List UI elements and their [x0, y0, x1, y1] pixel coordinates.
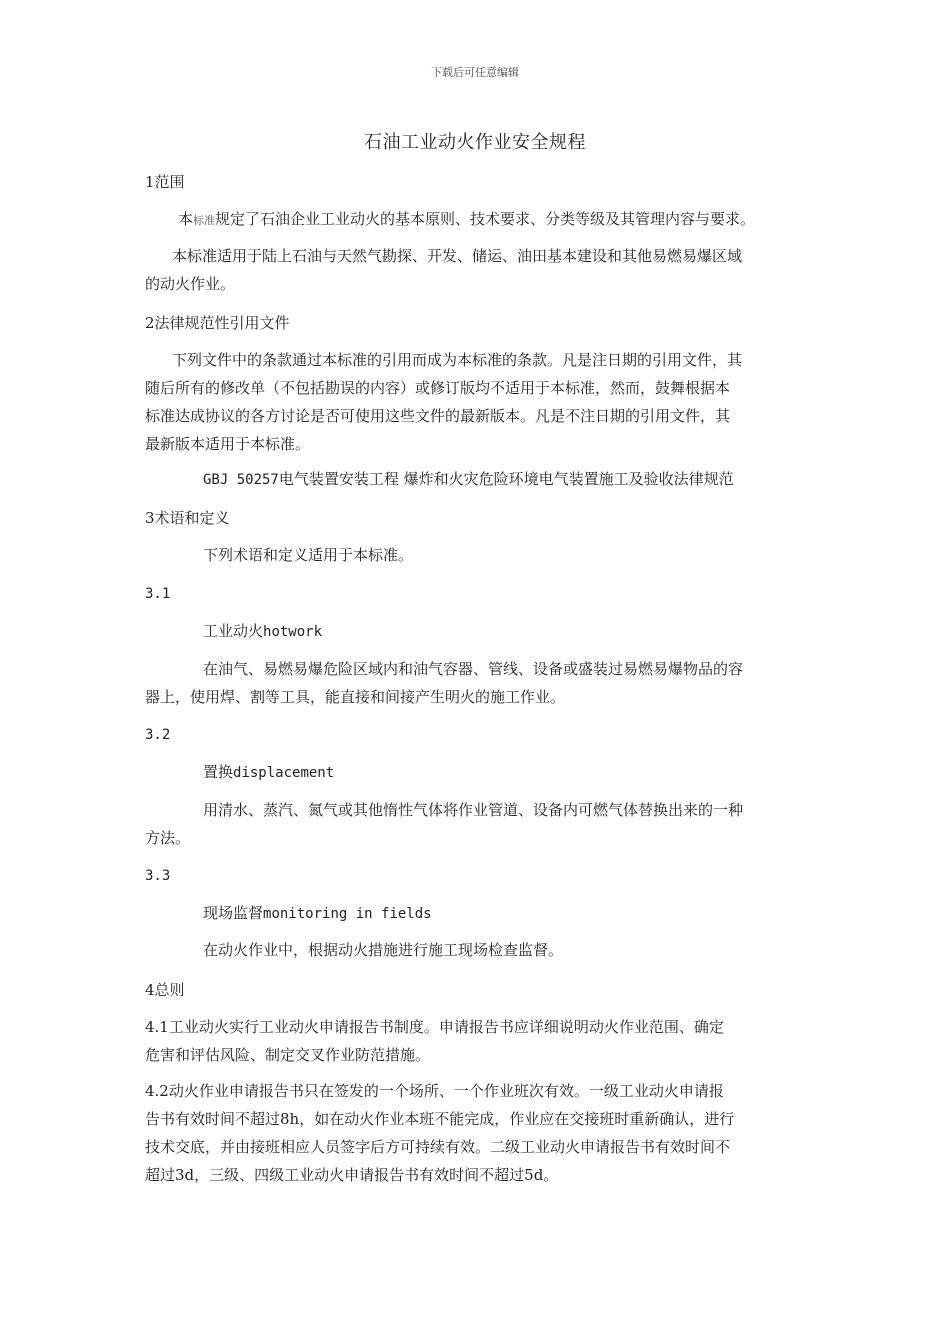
p1-post: 规定了石油企业工业动火的基本原则、技术要求、分类等级及其管理内容与要求。	[215, 210, 756, 228]
section-4-heading: 4总则	[145, 981, 185, 999]
paragraph-line: 最新版本适用于本标准。	[145, 435, 311, 453]
paragraph-line: 4.1工业动火实行工业动火申请报告书制度。申请报告书应详细说明动火作业范围、确定	[145, 1018, 724, 1036]
term-3-3-name	[203, 903, 432, 924]
reference-title: 电气装置安装工程 爆炸和火灾危险环境电气装置施工及验收法律规范	[278, 470, 734, 488]
paragraph-line: 危害和评估风险、制定交叉作业防范措施。	[145, 1046, 431, 1064]
term-en: monitoring in fields	[263, 906, 432, 922]
term-cn: 现场监督	[203, 904, 264, 922]
term-3-1-definition	[145, 655, 743, 711]
paragraph-line: 本标准适用于陆上石油与天然气勘探、开发、储运、油田基本建设和其他易燃易爆区域	[172, 247, 743, 265]
section-1-heading: 1范围	[145, 173, 185, 191]
page-header: 下载后可任意编辑	[431, 66, 519, 79]
paragraph-line: 器上，使用焊、割等工具，能直接和间接产生明火的施工作业。	[145, 688, 566, 706]
section-1-paragraph-1	[178, 209, 755, 231]
section-3-heading: 3术语和定义	[145, 509, 230, 527]
term-cn: 置换	[203, 763, 234, 781]
paragraph-line: 方法。	[145, 829, 191, 847]
paragraph-line: 4.2动火作业申请报告书只在签发的一个场所、一个作业班次有效。一级工业动火申请报	[145, 1082, 724, 1100]
clause-4-1	[145, 1013, 724, 1069]
term-3-1-number: 3.1	[145, 586, 171, 602]
paragraph-line: 技术交底，并由接班相应人员签字后方可持续有效。二级工业动火申请报告书有效时间不	[145, 1138, 731, 1156]
reference-code: GBJ 50257	[203, 472, 279, 488]
document-title: 石油工业动火作业安全规程	[364, 132, 586, 153]
paragraph-line: 下列文件中的条款通过本标准的引用而成为本标准的条款。凡是注日期的引用文件，其	[172, 351, 743, 369]
paragraph-line: 用清水、蒸汽、氮气或其他惰性气体将作业管道、设备内可燃气体替换出来的一种	[203, 801, 744, 819]
section-1-paragraph-2	[145, 242, 742, 298]
paragraph-line: 标准达成协议的各方讨论是否可使用这些文件的最新版本。凡是不注日期的引用文件，其	[145, 407, 731, 425]
term-cn: 工业动火	[203, 622, 264, 640]
term-en: hotwork	[263, 624, 323, 640]
term-3-3-number: 3.3	[145, 868, 171, 884]
p1-small-text: 标准	[193, 214, 216, 227]
term-3-1-name	[203, 621, 322, 642]
reference-document	[203, 469, 734, 490]
p1-pre: 本	[178, 210, 194, 228]
term-3-2-name	[203, 762, 334, 783]
paragraph-line: 超过3d，三级、四级工业动火申请报告书有效时间不超过5d。	[145, 1166, 559, 1184]
term-3-3-definition: 在动火作业中，根据动火措施进行施工现场检查监督。	[203, 941, 564, 959]
section-3-intro: 下列术语和定义适用于本标准。	[203, 546, 414, 564]
paragraph-line: 告书有效时间不超过8h，如在动火作业本班不能完成，作业应在交接班时重新确认，进行	[145, 1110, 735, 1128]
paragraph-line: 在油气、易燃易爆危险区域内和油气容器、管线、设备或盛装过易燃易爆物品的容	[203, 660, 744, 678]
term-3-2-definition	[145, 796, 743, 852]
clause-4-2	[145, 1077, 734, 1189]
term-3-2-number: 3.2	[145, 727, 171, 743]
section-2-heading: 2法律规范性引用文件	[145, 314, 290, 332]
paragraph-line: 随后所有的修改单（不包括勘误的内容）或修订版均不适用于本标准，然而，鼓舞根据本	[145, 379, 731, 397]
term-en: displacement	[233, 765, 335, 781]
paragraph-line: 的动火作业。	[145, 275, 236, 293]
section-2-paragraph	[145, 346, 742, 458]
